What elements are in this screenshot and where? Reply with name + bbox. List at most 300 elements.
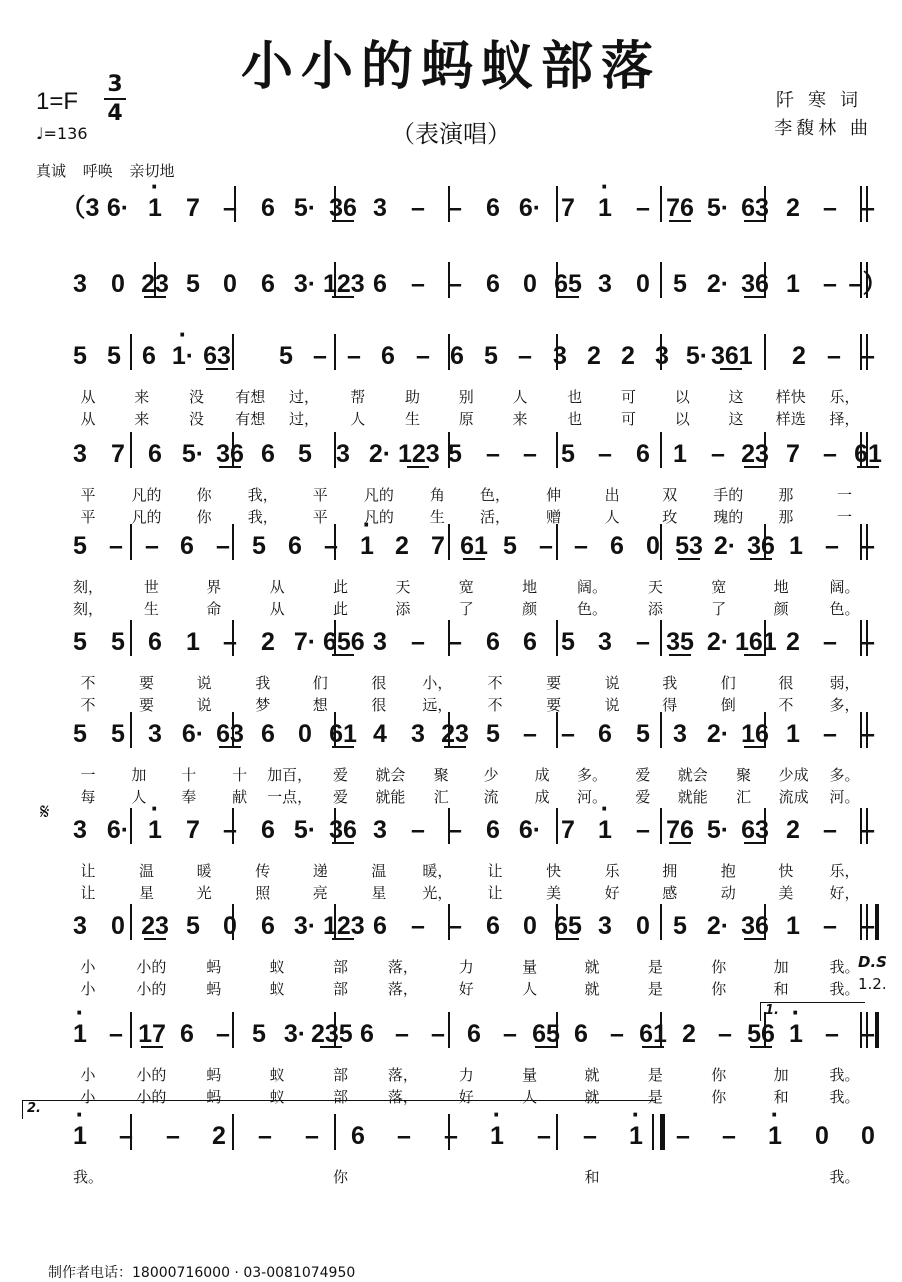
note: 6· <box>106 194 130 222</box>
lyric-syllable: 那 <box>778 486 794 504</box>
lyric-syllable: 动 <box>720 884 736 902</box>
note: – <box>145 532 159 560</box>
lyric-syllable: 平 <box>312 508 328 526</box>
lyric-syllable: 部 <box>332 980 348 998</box>
bar-line <box>764 186 766 222</box>
lyric-syllable: 我， <box>247 486 278 504</box>
lyric-line <box>30 1064 872 1086</box>
note: 17 <box>132 1014 172 1054</box>
lyric-syllable: 生 <box>429 508 445 526</box>
lyric-syllable: 好， <box>829 884 860 902</box>
note: 16 <box>735 714 775 754</box>
note: – <box>823 440 837 468</box>
end-bar-line <box>866 432 868 468</box>
score-line <box>30 178 875 238</box>
end-bar-line <box>866 904 879 940</box>
note: 5 <box>279 342 293 370</box>
note: 5 <box>107 342 121 370</box>
lyric-syllable: 量 <box>522 1066 538 1084</box>
lyric-syllable: 爱 <box>635 766 651 784</box>
lyric-syllable: 部 <box>332 1066 348 1084</box>
note: 5 <box>298 440 312 468</box>
note: 6 <box>486 912 500 940</box>
note: 6 <box>636 440 650 468</box>
note: · 1 <box>776 1014 816 1054</box>
note: 5· <box>293 816 317 844</box>
lyric-syllable: 了 <box>458 600 474 618</box>
lyric-syllable: 不 <box>80 696 96 714</box>
note: 3 <box>598 628 612 656</box>
note: – <box>223 194 237 222</box>
lyric-syllable: 说 <box>604 696 620 714</box>
note: – <box>448 912 462 940</box>
note: 35 <box>660 622 700 662</box>
note: 5 <box>186 912 200 940</box>
lyric-syllable: 快 <box>546 862 562 880</box>
lyric-syllable: 想 <box>312 696 328 714</box>
lyric-syllable: 就 <box>584 1066 600 1084</box>
lyric-syllable: 生 <box>404 410 420 428</box>
lyric-syllable: 蚂 <box>206 958 222 976</box>
lyric-syllable: 要 <box>139 696 155 714</box>
note: 6 <box>486 194 500 222</box>
end-bar-line <box>866 524 868 560</box>
lyric-syllable: 少 <box>483 766 499 784</box>
lyric-syllable: 远， <box>422 696 453 714</box>
lyric-syllable: 人 <box>350 410 366 428</box>
note: · 1 <box>135 810 175 850</box>
note: 6 <box>486 816 500 844</box>
note: 3 <box>673 720 687 748</box>
note: 61 <box>848 434 888 474</box>
note: 76 <box>660 188 700 228</box>
bar-line <box>448 808 450 844</box>
lyric-syllable: 倒 <box>720 696 736 714</box>
lyric-syllable: 可 <box>620 410 636 428</box>
bar-line <box>764 904 766 940</box>
lyric-syllable: 美 <box>546 884 562 902</box>
note: 6 <box>450 342 464 370</box>
note: – <box>395 1020 409 1048</box>
lyric-syllable: 弱， <box>829 674 860 692</box>
lyric-syllable: 好 <box>458 980 474 998</box>
note: 65 <box>526 1014 566 1054</box>
lyric-syllable: 传 <box>255 862 271 880</box>
note: 0 <box>815 1122 829 1150</box>
note: – <box>861 628 875 656</box>
lyric-line <box>30 860 872 882</box>
lyric-syllable: 说 <box>196 674 212 692</box>
lyric-syllable: 爱 <box>332 788 348 806</box>
note: 76 <box>660 810 700 850</box>
lyric-syllable: 颜 <box>773 600 789 618</box>
note: – <box>598 440 612 468</box>
lyric-syllable: 暖， <box>422 862 453 880</box>
note: – <box>448 628 462 656</box>
lyric-syllable: 们 <box>720 674 736 692</box>
note: – <box>823 816 837 844</box>
note: 6 <box>373 270 387 298</box>
note: 123 <box>398 434 438 474</box>
note: –） <box>848 270 888 298</box>
lyric-syllable: 活， <box>480 508 511 526</box>
lyric-syllable: 星 <box>139 884 155 902</box>
note: – <box>448 816 462 844</box>
lyric-syllable: 乐， <box>829 388 860 406</box>
bar-line <box>860 712 862 748</box>
bar-line <box>334 620 336 656</box>
bar-line <box>334 524 336 560</box>
lyric-syllable: 多， <box>829 696 860 714</box>
lyric-syllable: 小的 <box>136 1066 167 1084</box>
lyric-syllable: 界 <box>206 578 222 596</box>
lyric-syllable: 平 <box>80 508 96 526</box>
note: – <box>718 1020 732 1048</box>
bar-line <box>234 186 236 222</box>
bar-line <box>334 186 336 222</box>
lyric-syllable: 平 <box>312 486 328 504</box>
note: 3 <box>73 816 87 844</box>
lyric-syllable: 落， <box>387 1066 418 1084</box>
notes-line <box>30 800 875 860</box>
note: 6 <box>261 270 275 298</box>
note: 656 <box>323 622 363 662</box>
note: 23 <box>135 906 175 946</box>
lyric-syllable: 落， <box>387 980 418 998</box>
end-bar-line <box>652 1114 665 1150</box>
lyric-syllable: 不 <box>778 696 794 714</box>
lyric-syllable: 天 <box>647 578 663 596</box>
note: – <box>825 1020 839 1048</box>
note: – <box>305 1122 319 1150</box>
lyric-syllable: 这 <box>728 388 744 406</box>
note: – <box>861 720 875 748</box>
end-bar-line <box>866 1012 879 1048</box>
lyric-syllable: 聚 <box>433 766 449 784</box>
score-line <box>30 1004 875 1108</box>
lyric-syllable: 可 <box>620 388 636 406</box>
lyric-syllable: 我 <box>662 674 678 692</box>
bar-line <box>660 262 662 298</box>
note: 5 <box>73 532 87 560</box>
note: 6 <box>261 912 275 940</box>
lyric-syllable: 和 <box>773 980 789 998</box>
lyric-syllable: 蚂 <box>206 980 222 998</box>
lyric-syllable: 从 <box>269 600 285 618</box>
bar-line <box>556 432 558 468</box>
bar-line <box>660 712 662 748</box>
note: 0 <box>523 270 537 298</box>
note: 6· <box>518 194 542 222</box>
note: 23 <box>135 264 175 304</box>
note: 1 <box>186 628 200 656</box>
lyric-syllable: 你 <box>711 1088 727 1106</box>
bar-line <box>232 432 234 468</box>
note: 235 <box>311 1014 351 1054</box>
note: 3 <box>598 912 612 940</box>
lyric-syllable: 让 <box>80 862 96 880</box>
note: 2 <box>587 342 601 370</box>
lyric-syllable: 力 <box>458 1066 474 1084</box>
note: 23 <box>435 714 475 754</box>
bar-line <box>448 186 450 222</box>
song-title: 小小的蚂蚁部落 <box>240 36 661 97</box>
lyric-syllable: 让 <box>487 862 503 880</box>
lyric-syllable: 说 <box>604 674 620 692</box>
lyric-syllable: 这 <box>728 410 744 428</box>
note: 3 <box>553 342 567 370</box>
bar-line <box>764 432 766 468</box>
end-bar-line <box>866 262 868 298</box>
lyric-syllable: 过， <box>288 410 319 428</box>
bar-line <box>660 524 662 560</box>
lyric-syllable: 亮 <box>312 884 328 902</box>
note: 6 <box>574 1020 588 1048</box>
bar-line <box>130 712 132 748</box>
note: 65 <box>548 906 588 946</box>
lyric-syllable: 小 <box>80 980 96 998</box>
note: 0 <box>523 912 537 940</box>
lyric-syllable: 我， <box>247 508 278 526</box>
lyric-syllable: 和 <box>584 1168 600 1186</box>
note: 63 <box>735 810 775 850</box>
note: 3 <box>73 440 87 468</box>
note: 7 <box>111 440 125 468</box>
lyric-syllable: 河。 <box>576 788 607 806</box>
note: 5· <box>181 440 205 468</box>
lyric-syllable: 多。 <box>576 766 607 784</box>
bar-line <box>660 904 662 940</box>
lyric-syllable: 玫 <box>662 508 678 526</box>
note: 36 <box>741 526 781 566</box>
note: 36 <box>735 264 775 304</box>
bar-line <box>334 1012 336 1048</box>
note: 2 <box>212 1122 226 1150</box>
note: 2· <box>706 720 730 748</box>
lyric-syllable: 人 <box>512 388 528 406</box>
note: – <box>861 912 875 940</box>
tempo-marking: ♩=136 <box>36 124 88 143</box>
note: 5 <box>186 270 200 298</box>
bar-line <box>232 712 234 748</box>
note: 5 <box>448 440 462 468</box>
note: – <box>861 342 875 370</box>
bar-line <box>764 524 766 560</box>
note: 1 <box>789 532 803 560</box>
bar-line <box>448 620 450 656</box>
lyric-syllable: 我。 <box>829 958 860 976</box>
bar-line <box>334 334 336 370</box>
note: 6 <box>148 628 162 656</box>
lyric-syllable: 人 <box>522 1088 538 1106</box>
note: 7 <box>561 194 575 222</box>
lyric-syllable: 成 <box>534 766 550 784</box>
lyric-syllable: 小的 <box>136 958 167 976</box>
lyric-syllable: 奉 <box>181 788 197 806</box>
lyric-syllable: 人 <box>522 980 538 998</box>
lyric-syllable: 蚁 <box>269 980 285 998</box>
bar-line <box>660 620 662 656</box>
lyric-syllable: 一 <box>80 766 96 784</box>
lyric-syllable: 很 <box>778 674 794 692</box>
note: 65 <box>548 264 588 304</box>
bar-line <box>130 432 132 468</box>
lyric-syllable: 很 <box>371 696 387 714</box>
bar-line <box>556 712 558 748</box>
note: 5 <box>111 628 125 656</box>
bar-line <box>334 432 336 468</box>
lyric-syllable: 是 <box>647 958 663 976</box>
lyric-syllable: 从 <box>80 410 96 428</box>
lyric-line <box>30 576 872 598</box>
note: 6 <box>261 720 275 748</box>
lyric-syllable: 流 <box>483 788 499 806</box>
lyric-syllable: 以 <box>674 388 690 406</box>
note: · 1· <box>163 336 203 376</box>
note: 5 <box>73 628 87 656</box>
lyric-syllable: 十 <box>232 766 248 784</box>
note: 3 <box>336 440 350 468</box>
bar-line <box>232 524 234 560</box>
note: – <box>486 440 500 468</box>
lyric-syllable: 原 <box>458 410 474 428</box>
note: – <box>216 532 230 560</box>
note: – <box>861 532 875 560</box>
lyric-syllable: 我。 <box>829 980 860 998</box>
lyric-syllable: 就 <box>584 958 600 976</box>
note: – <box>503 1020 517 1048</box>
bar-line <box>764 262 766 298</box>
note: 61 <box>323 714 363 754</box>
note: – <box>313 342 327 370</box>
note: 63 <box>210 714 250 754</box>
lyric-syllable: 力 <box>458 958 474 976</box>
lyric-syllable: 让 <box>80 884 96 902</box>
lyric-syllable: 不 <box>487 696 503 714</box>
lyric-syllable: 伸 <box>546 486 562 504</box>
lyric-line <box>30 672 872 694</box>
lyric-syllable: 样快 <box>775 388 806 406</box>
lyric-syllable: 蚁 <box>269 958 285 976</box>
notes-line <box>30 1004 875 1064</box>
bar-line <box>232 1114 234 1150</box>
lyric-syllable: 色， <box>480 486 511 504</box>
note: 7 <box>561 816 575 844</box>
bar-line <box>130 620 132 656</box>
expression-marking: 真诚 呼唤 亲切地 <box>36 162 175 180</box>
note: 5 <box>252 1020 266 1048</box>
bar-line <box>556 262 558 298</box>
bar-line <box>660 432 662 468</box>
bar-line <box>860 808 862 844</box>
time-bottom: 4 <box>107 101 123 126</box>
bar-line <box>448 334 450 370</box>
note: 1 <box>673 440 687 468</box>
note: 5 <box>503 532 517 560</box>
lyric-syllable: 凡的 <box>131 508 162 526</box>
notes-line <box>30 178 875 238</box>
note: – <box>823 194 837 222</box>
lyric-syllable: 一 <box>836 508 852 526</box>
lyric-syllable: 是 <box>647 980 663 998</box>
segno-sign: 𝄋 <box>40 800 50 825</box>
note: 2 <box>261 628 275 656</box>
note: 5 <box>636 720 650 748</box>
lyric-syllable: 样选 <box>775 410 806 428</box>
note: – <box>258 1122 272 1150</box>
lyric-syllable: 来 <box>512 410 528 428</box>
note: 36 <box>323 188 363 228</box>
bar-line <box>154 262 156 298</box>
note: 6 <box>381 342 395 370</box>
lyric-syllable: 凡的 <box>131 486 162 504</box>
note: 2· <box>706 628 730 656</box>
lyric-syllable: 以 <box>674 410 690 428</box>
note: 7 <box>431 532 445 560</box>
note: 36 <box>210 434 250 474</box>
lyric-syllable: 我。 <box>72 1168 103 1186</box>
lyric-syllable: 添 <box>395 600 411 618</box>
note: · 1 <box>60 1014 100 1054</box>
lyric-syllable: 落， <box>387 1088 418 1106</box>
note: 2 <box>395 532 409 560</box>
lyric-syllable: 从 <box>269 578 285 596</box>
note: （3 <box>60 194 100 222</box>
lyric-syllable: 小的 <box>136 980 167 998</box>
lyric-syllable: 光， <box>422 884 453 902</box>
lyric-syllable: 人 <box>131 788 147 806</box>
note: 5 <box>561 628 575 656</box>
bar-line <box>860 186 862 222</box>
lyric-syllable: 要 <box>546 674 562 692</box>
note: – <box>109 1020 123 1048</box>
note: 6· <box>518 816 542 844</box>
note: 5 <box>486 720 500 748</box>
bar-line <box>334 904 336 940</box>
note: – <box>411 628 425 656</box>
notes-line <box>30 516 875 576</box>
note: – <box>216 1020 230 1048</box>
score-line <box>30 424 882 528</box>
bar-line <box>860 262 862 298</box>
lyric-syllable: 地 <box>773 578 789 596</box>
note: 3· <box>293 912 317 940</box>
bar-line <box>448 1012 450 1048</box>
lyric-syllable: 生 <box>143 600 159 618</box>
note <box>231 336 271 376</box>
bar-line <box>232 904 234 940</box>
lyric-syllable: 来 <box>134 410 150 428</box>
lyric-syllable: 你 <box>196 486 212 504</box>
ds-ending-numbers: 1.2. <box>858 975 887 993</box>
note: – <box>448 194 462 222</box>
note: – <box>827 342 841 370</box>
lyric-syllable: 爱 <box>332 766 348 784</box>
lyric-syllable: 递 <box>312 862 328 880</box>
notes-line <box>30 424 882 484</box>
lyric-syllable: 你 <box>196 508 212 526</box>
note: 3 <box>598 270 612 298</box>
note: 5 <box>252 532 266 560</box>
lyric-syllable: 乐， <box>829 862 860 880</box>
lyric-syllable: 颜 <box>522 600 538 618</box>
lyric-line <box>30 764 872 786</box>
lyric-syllable: 没 <box>188 410 204 428</box>
note: 23 <box>735 434 775 474</box>
lyric-syllable: 一点， <box>267 788 313 806</box>
note: 2· <box>706 270 730 298</box>
bar-line <box>232 808 234 844</box>
